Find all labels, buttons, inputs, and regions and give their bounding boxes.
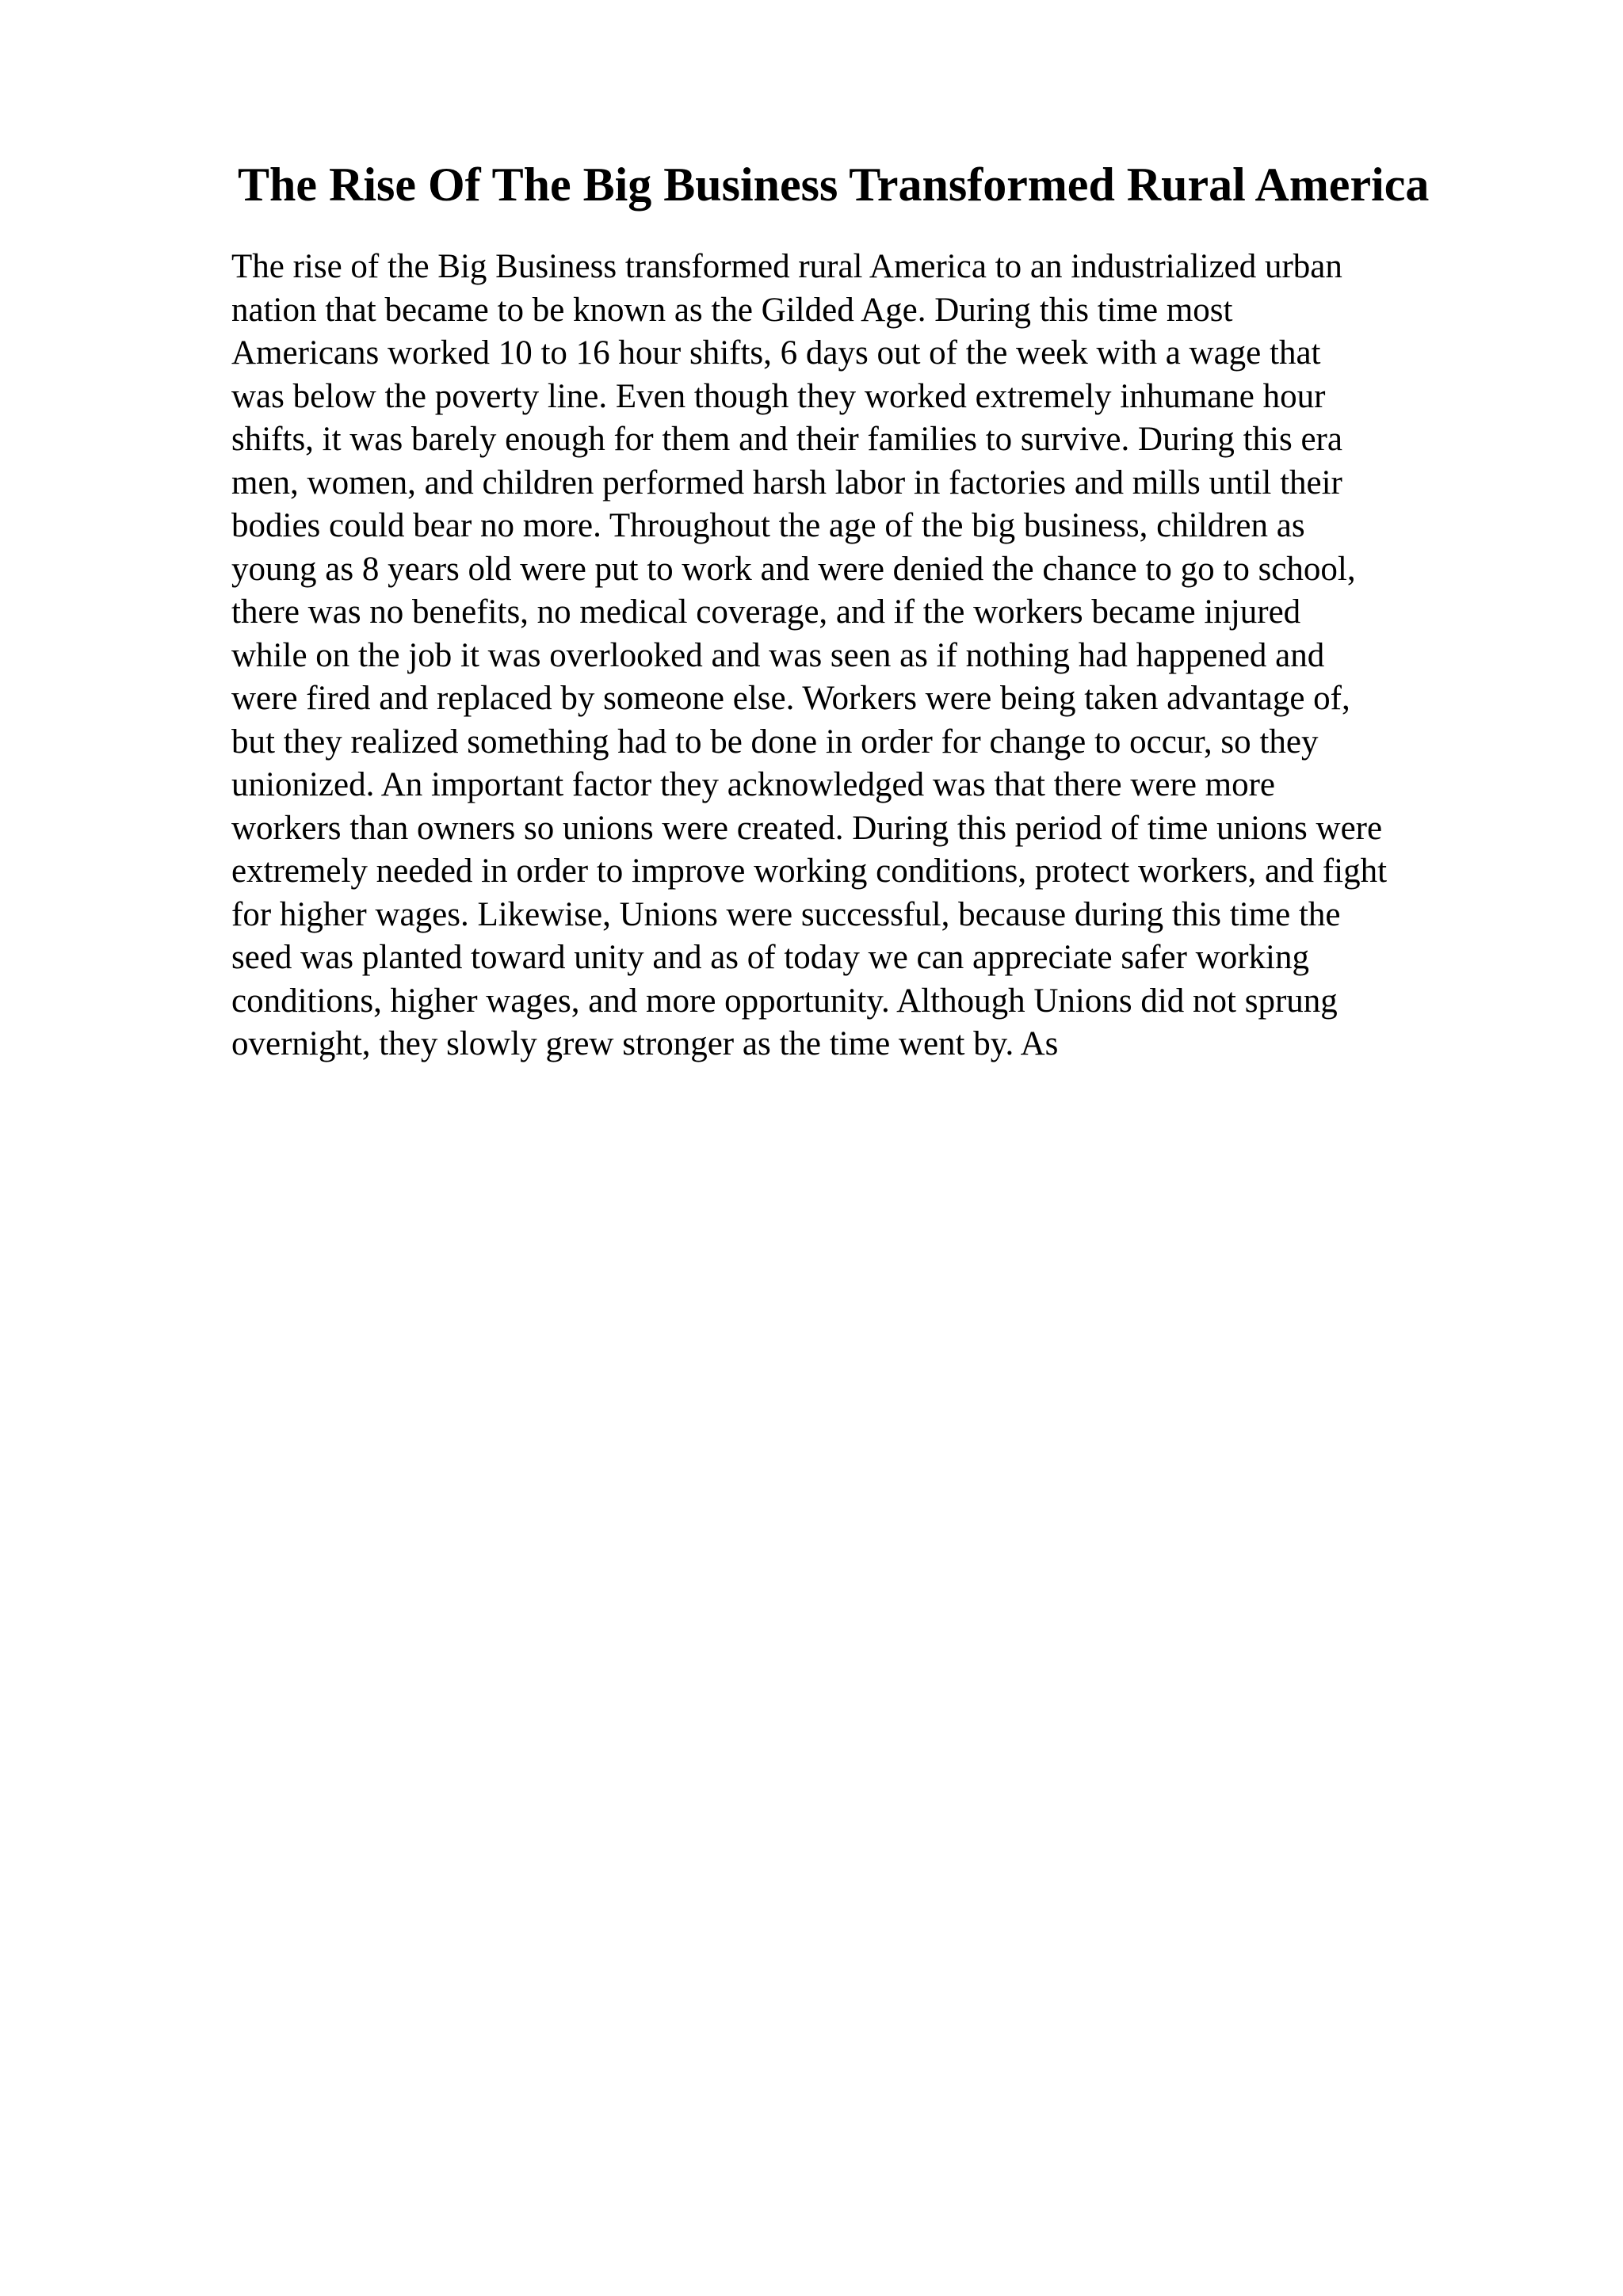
body-line: while on the job it was overlooked and was seen as if nothing had happened and xyxy=(231,636,1325,674)
body-line: unionized. An important factor they acknowledged was that there were more xyxy=(231,766,1276,803)
body-line: conditions, higher wages, and more opportunity. Although Unions did not sprung xyxy=(231,982,1338,1020)
body-line: young as 8 years old were put to work and were denied the chance to go to school, xyxy=(231,550,1356,588)
body-line: but they realized something had to be done in order for change to occur, so they xyxy=(231,723,1319,761)
body-line: Americans worked 10 to 16 hour shifts, 6 days out of the week with a wage that xyxy=(231,334,1321,372)
body-line: workers than owners so unions were created. During this period of time unions were xyxy=(231,809,1383,847)
document-body xyxy=(231,246,1515,1066)
body-line: seed was planted toward unity and as of today we can appreciate safer working xyxy=(231,939,1309,976)
body-line: The rise of the Big Business transformed rural America to an industrialized urban xyxy=(231,248,1342,285)
body-line: overnight, they slowly grew stronger as the time went by. As xyxy=(231,1025,1059,1062)
document-title: The Rise Of The Big Business Transformed Rural America xyxy=(238,158,1430,211)
body-line: extremely needed in order to improve working conditions, protect workers, and fight xyxy=(231,852,1388,890)
body-line: men, women, and children performed harsh labor in factories and mills until their xyxy=(231,463,1342,502)
body-line: for higher wages. Likewise, Unions were successful, because during this time the xyxy=(231,895,1341,933)
body-line: were fired and replaced by someone else. Workers were being taken advantage of, xyxy=(231,680,1350,717)
body-line: nation that became to be known as the Gilded Age. During this time most xyxy=(231,291,1233,329)
body-line: shifts, it was barely enough for them and their families to survive. During this era xyxy=(231,421,1342,458)
body-line: there was no benefits, no medical coverage, and if the workers became injured xyxy=(231,593,1301,631)
body-line: was below the poverty line. Even though they worked extremely inhumane hour xyxy=(231,377,1326,415)
body-line: bodies could bear no more. Throughout the age of the big business, children as xyxy=(231,507,1305,544)
